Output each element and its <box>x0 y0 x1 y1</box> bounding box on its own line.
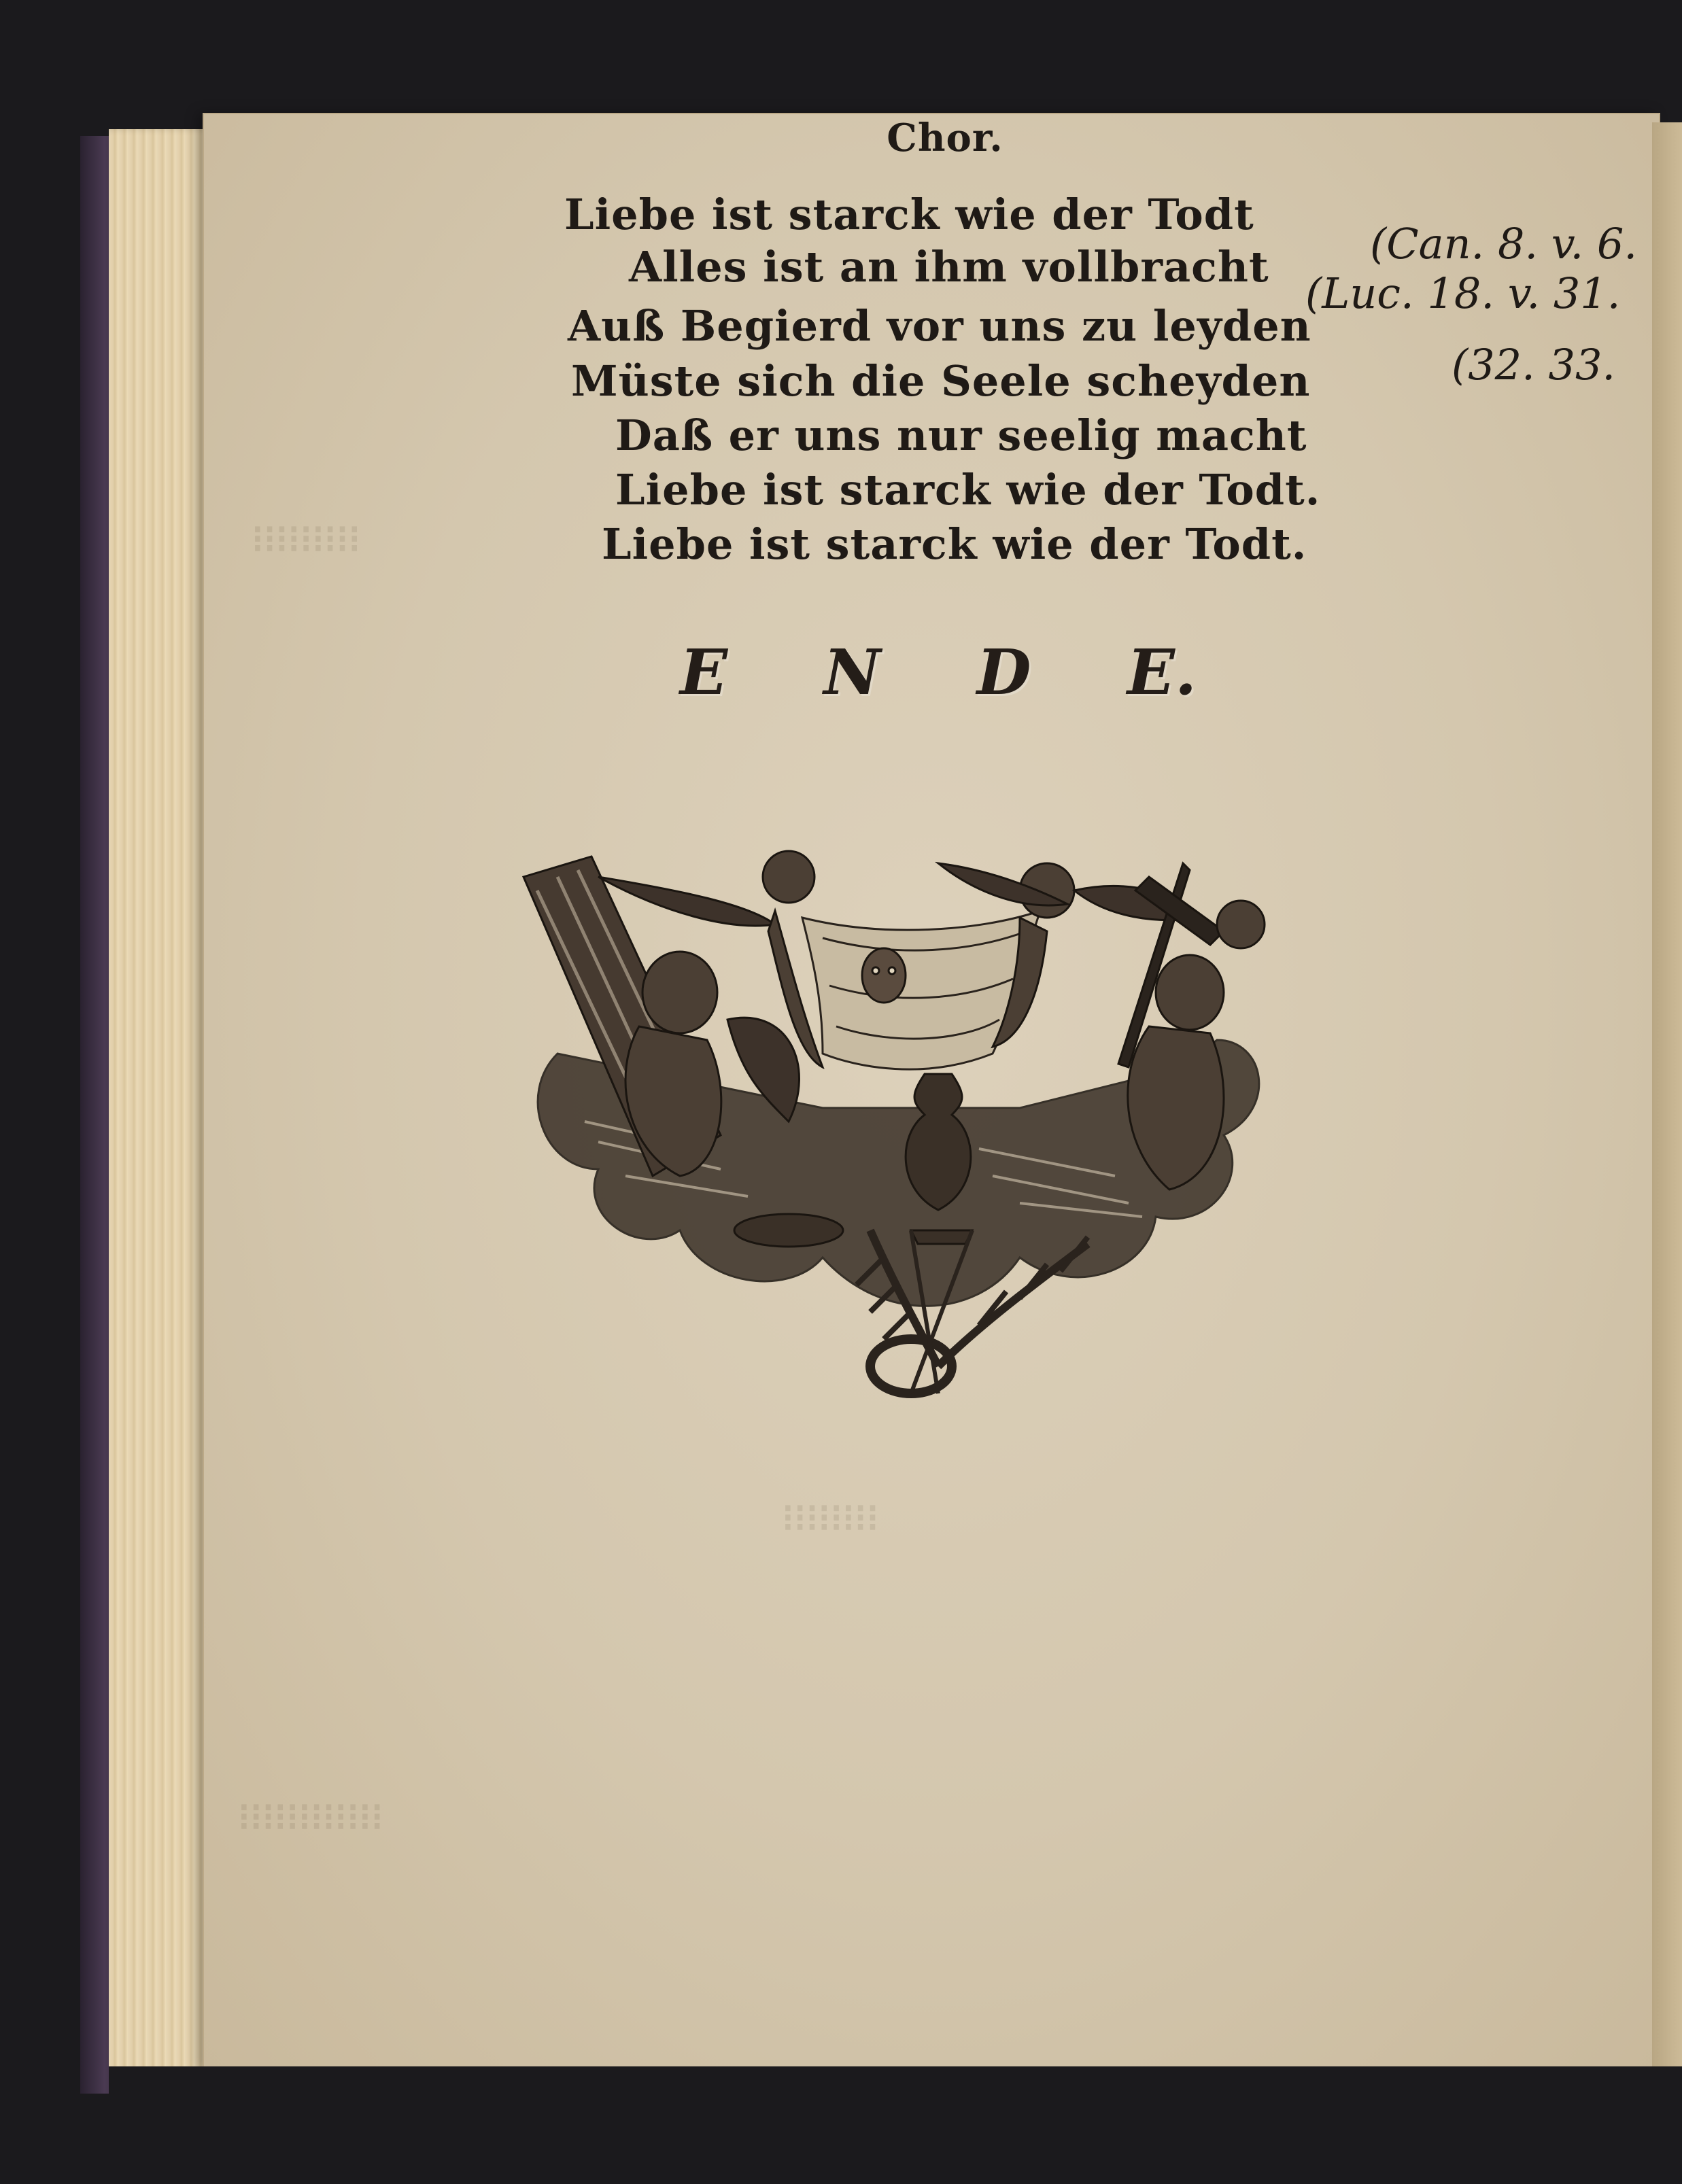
chorus-heading: Chor. <box>887 116 1003 160</box>
show-through-text: ⁝⁝⁝⁝⁝⁝⁝⁝ <box>782 1495 879 1540</box>
verse-line: Liebe ist starck wie der Todt. <box>615 465 1321 515</box>
ende-title <box>680 636 1197 709</box>
show-through-text: ⁝⁝⁝⁝⁝⁝⁝⁝⁝ <box>252 517 361 561</box>
facing-page-edge <box>1652 122 1682 2066</box>
margin-reference: (Can. 8. v. 6. <box>1370 219 1638 268</box>
ende-letter: E <box>680 636 728 709</box>
woodcut-vignette <box>503 850 1353 1455</box>
verse-line: Auß Begierd vor uns zu leyden <box>568 301 1311 351</box>
margin-reference: (Luc. 18. v. 31. <box>1305 268 1621 318</box>
verse-line: Liebe ist starck wie der Todt <box>564 190 1254 239</box>
background-shadow <box>109 2066 1682 2184</box>
verse-line: Daß er uns nur seelig macht <box>615 411 1307 460</box>
ende-letter: N <box>823 636 881 709</box>
verse-line: Liebe ist starck wie der Todt. <box>602 519 1307 569</box>
ende-letter: D <box>976 636 1031 709</box>
verse-line: Alles ist an ihm vollbracht <box>629 242 1269 292</box>
verse-line: Müste sich die Seele scheyden <box>571 356 1311 406</box>
ende-letter: E. <box>1127 636 1197 709</box>
show-through-text: ⁝⁝⁝⁝⁝⁝⁝⁝⁝⁝⁝⁝ <box>238 1795 383 1839</box>
margin-reference: (32. 33. <box>1452 340 1616 389</box>
